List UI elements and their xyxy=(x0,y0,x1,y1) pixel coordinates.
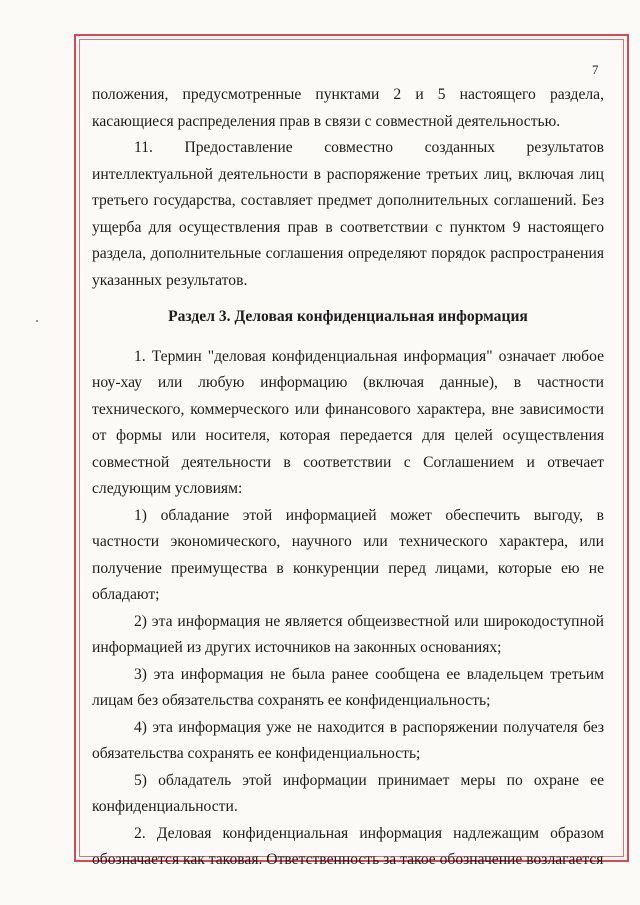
document-body xyxy=(92,82,604,874)
list-item-4: 4) эта информация уже не находится в распоряжении получателя без обязательства сохранять ее конфиденциальность; xyxy=(92,718,604,762)
paragraph-item-11: 11. Предоставление совместно созданных результатов интеллектуальной деятельности в распоряжение третьих лиц, включая лиц третьего государства, составляет предмет дополнительных соглашений. Без ущерба для осуществления прав в соответствии с пунктом 9 настоящего раздела, дополнительные соглашения определяют порядок распространения указанных результатов. xyxy=(92,139,604,289)
section-heading: Раздел 3. Деловая конфиденциальная информация xyxy=(168,308,528,325)
list-item-3: 3) эта информация не была ранее сообщена ее владельцем третьим лицам без обязательства сохранять ее конфиденциальность; xyxy=(92,665,604,709)
paragraph-continuation: положения, предусмотренные пунктами 2 и 5 настоящего раздела, касающиеся распределения прав в связи с совместной деятельностью. xyxy=(92,86,604,130)
list-item-1: 1) обладание этой информацией может обеспечить выгоду, в частности экономического, научного или технического характера, или получение преимущества в конкуренции перед лицами, которые ею не обладают; xyxy=(92,506,604,603)
list-item-5: 5) обладатель этой информации принимает меры по охране ее конфиденциальности. xyxy=(92,771,604,815)
paragraph-item-1: 1. Термин "деловая конфиденциальная информация" означает любое ноу-хау или любую информацию (включая данные), в частности технического, коммерческого или финансового характера, вне зависимости от формы или носителя, которая передается для целей осуществления совместной деятельности в соответствии с Соглашением и отвечает следующим условиям: xyxy=(92,347,604,497)
list-item-2: 2) эта информация не является общеизвестной или широкодоступной информацией из других источников на законных основаниях; xyxy=(92,612,604,656)
scan-speck xyxy=(36,320,38,322)
page-number: 7 xyxy=(592,62,599,77)
paragraph-item-2: 2. Деловая конфиденциальная информация надлежащим образом обозначается как таковая. Ответственность за такое обозначение возлагается xyxy=(92,824,604,868)
